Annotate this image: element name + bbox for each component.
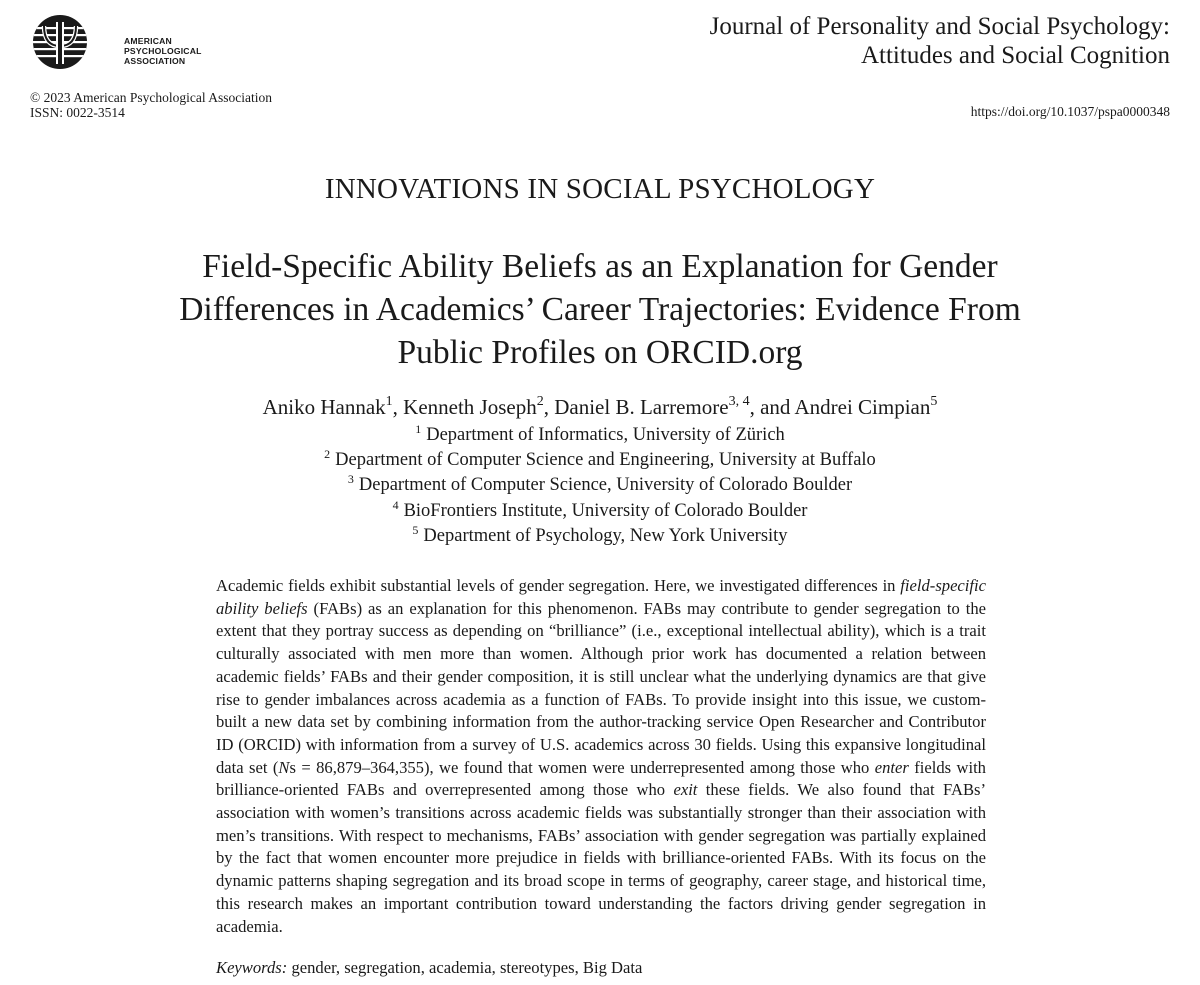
author-affiliation-marker: 1 (385, 394, 393, 409)
affiliation-number: 4 (392, 497, 399, 512)
affiliation-number: 2 (324, 447, 331, 462)
affiliation-item (0, 473, 1200, 498)
abstract-text: these fields. We also found that FABs’ association with women’s transitions across academic fields was substantially stronger than their association with men’s transitions. With respect to mechanisms, FABs’ association with gender segregation was partially explained by the fact that women encounter more prejudice in fields with brilliance-oriented FABs. With its focus on the dynamic patterns shaping segregation and its broad scope in terms of geography, career stage, and historical time, this research makes an important contribution toward understanding the factors driving gender segregation in academia. (216, 780, 987, 936)
apa-emblem-icon (30, 14, 90, 70)
abstract-text: (FABs) as an explanation for this phenomenon. FABs may contribute to gender segregation to the extent that they portray success as depending on “brilliance” (i.e., exceptional intellectual ability), which is a trait culturally associated with men more than women. Although prior work has documented a relation between academic fields’ FABs and their gender composition, it is still unclear what the underlying dynamics are that give rise to gender imbalances across academia as a function of FABs. To provide insight into this issue, we custom-built a new data set by combining information from the author-tracking service Open Researcher and Contributor ID (ORCID) with information from a survey of U.S. academics across 30 fields. Using this expansive longitudinal data set ( (216, 598, 987, 777)
abstract-emphasis: enter (874, 757, 909, 777)
affiliation-text: Department of Informatics, University of Zürich (426, 425, 785, 445)
author-affiliation-marker: 2 (536, 394, 544, 409)
issn: ISSN: 0022-3514 (30, 105, 125, 120)
section-heading: INNOVATIONS IN SOCIAL PSYCHOLOGY (324, 173, 876, 205)
affiliation-number: 3 (347, 472, 354, 487)
affiliation-item (0, 448, 1200, 473)
journal-name-line2: Attitudes and Social Cognition (860, 42, 1170, 69)
apa-logo (30, 14, 200, 70)
author-separator: , and (749, 395, 795, 419)
abstract-text: fields with brilliance-oriented FABs and overrepresented among those who (216, 757, 986, 800)
keywords-label: Keywords: (216, 958, 288, 977)
keywords (216, 957, 986, 979)
article-title-line2: Differences in Academics’ Career Trajectories: Evidence From (179, 291, 1021, 328)
abstract-text: Academic fields exhibit substantial levels of gender segregation. Here, we investigated differences in (216, 576, 901, 595)
affiliation-item (0, 423, 1200, 448)
author-name: Daniel B. Larremore (554, 395, 729, 419)
affiliation-item (0, 499, 1200, 524)
article-title-line3: Public Profiles on ORCID.org (397, 334, 803, 371)
journal-name-line1: Journal of Personality and Social Psychology: (709, 13, 1170, 40)
affiliation-text: Department of Psychology, New York University (423, 525, 788, 546)
publication-meta (30, 90, 272, 120)
affiliation-text: BioFrontiers Institute, University of Colorado Boulder (403, 500, 808, 521)
affiliation-number: 1 (415, 422, 422, 436)
affiliation-item (0, 524, 1200, 549)
article-title (110, 245, 1090, 374)
keywords-list: gender, segregation, academia, stereotypes, Big Data (287, 958, 643, 977)
author-affiliation-marker: 3, 4 (728, 394, 750, 409)
affiliation-list (0, 423, 1200, 549)
author-name: Kenneth Joseph (403, 395, 537, 419)
abstract (216, 575, 986, 938)
affiliation-text: Department of Computer Science and Engineering, University at Buffalo (335, 450, 876, 471)
abstract-emphasis: field-specific ability beliefs (216, 576, 986, 618)
copyright-notice: © 2023 American Psychological Association (30, 90, 272, 105)
author-affiliation-marker: 5 (930, 394, 938, 409)
abstract-emphasis: N (278, 757, 290, 777)
affiliation-text: Department of Computer Science, University of Colorado Boulder (358, 475, 853, 496)
article-title-line1: Field-Specific Ability Beliefs as an Explanation for Gender (202, 248, 998, 285)
author-name: Andrei Cimpian (794, 395, 931, 419)
abstract-text: s = 86,879–364,355), we found that women were underrepresented among those who (289, 757, 875, 777)
author-name: Aniko Hannak (262, 395, 386, 419)
author-list (0, 393, 1200, 421)
author-separator: , (392, 395, 404, 419)
abstract-emphasis: exit (673, 780, 698, 800)
apa-logo-wordmark: AMERICAN PSYCHOLOGICAL ASSOCIATION (124, 36, 202, 67)
affiliation-number: 5 (412, 522, 419, 537)
doi-link[interactable]: https://doi.org/10.1037/pspa0000348 (970, 104, 1170, 119)
journal-name (710, 12, 1170, 70)
author-separator: , (543, 395, 555, 419)
